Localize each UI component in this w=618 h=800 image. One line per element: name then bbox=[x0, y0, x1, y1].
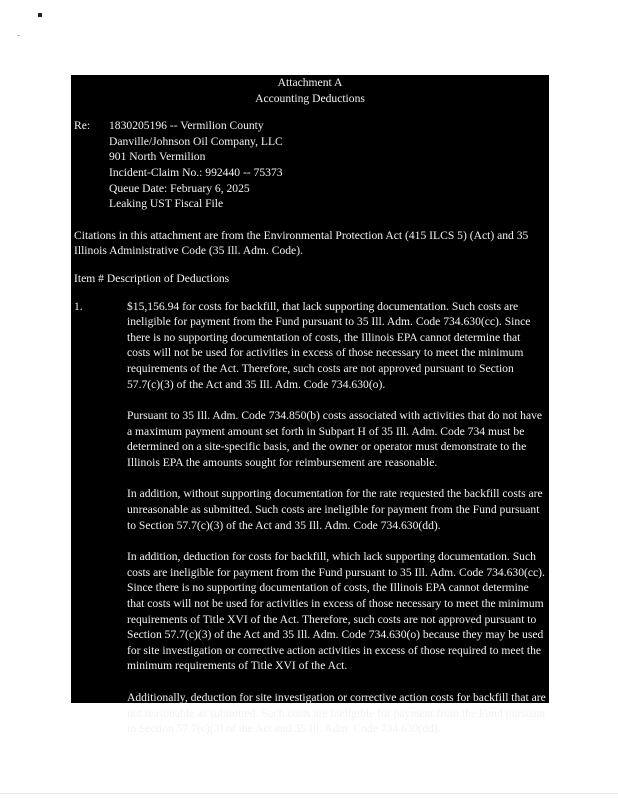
citation-paragraph: Citations in this attachment are from the Environmental Protection Act (415 ILCS 5) (Act) and 35 Illinois Administrative Code (35 Ill. Adm. Code). bbox=[74, 228, 529, 258]
re-line: Danville/Johnson Oil Company, LLC bbox=[109, 134, 283, 148]
document-page bbox=[71, 75, 549, 736]
re-block bbox=[74, 118, 546, 212]
item-paragraph: Additionally, deduction for site investigation or corrective action costs for backfill that are not reasonable as submitted. Such costs are ineligible for payment from the Fund pursuant to Section 57.7(c)(3) of the Act and 35 Ill. Adm. Code 734.630(dd). bbox=[127, 691, 546, 736]
re-lines bbox=[109, 118, 283, 212]
re-line: Queue Date: February 6, 2025 bbox=[109, 181, 250, 195]
item-number: 1. bbox=[74, 299, 83, 313]
items-heading: Item # Description of Deductions bbox=[74, 271, 230, 285]
attachment-title: Attachment A bbox=[277, 76, 343, 89]
deduction-item bbox=[74, 299, 546, 753]
item-paragraph: In addition, without supporting documentation for the rate requested the backfill costs are unreasonable as submitted. Such costs are ineligible for payment from the Fund pursuant to Section 57.7(c)(3) of the Act and 35 Ill. Adm. Code 734.630(dd). bbox=[127, 487, 543, 532]
re-line: 901 North Vermilion bbox=[109, 150, 206, 164]
item-paragraph: $15,156.94 for costs for backfill, that lack supporting documentation. Such costs are ineligible for payment from the Fund pursuant to 35 Ill. Adm. Code 734.630(cc). Since there is no supporting documentation of costs, the Illinois EPA cannot determine that costs will not be used for activities in excess of those necessary to meet the minimum requirements of the Act. Therefore, such costs are not approved pursuant to Section 57.7(c)(3) of the Act and 35 Ill. Adm. Code 734.630(o). bbox=[127, 299, 531, 391]
re-line: 1830205196 -- Vermilion County bbox=[109, 119, 264, 133]
item-paragraph: Pursuant to 35 Ill. Adm. Code 734.850(b) costs associated with activities that do not have a maximum payment amount set forth in Subpart H of 35 Ill. Adm. Code 734 must be determined on a site-specific basis, and the owner or operator must demonstrate to the Illinois EPA the amounts sought for reimbursement are reasonable. bbox=[127, 409, 543, 469]
re-label: Re: bbox=[74, 119, 91, 133]
page-edge-line bbox=[0, 793, 618, 794]
attachment-subtitle: Accounting Deductions bbox=[255, 91, 365, 105]
scan-speck bbox=[38, 13, 42, 17]
re-line: Incident-Claim No.: 992440 -- 75373 bbox=[109, 165, 283, 179]
item-paragraphs bbox=[127, 299, 546, 753]
scan-speck bbox=[17, 35, 20, 36]
item-paragraph: In addition, deduction for costs for backfill, which lack supporting documentation. Such costs are ineligible for payment from the Fund pursuant to 35 Ill. Adm. Code 734.630(cc). Since there is no supporting documentation of costs, the Illinois EPA cannot determine that costs will not be used for activities in excess of those necessary to meet the minimum requirements of Title XVI of the Act. Therefore, such costs are not approved pursuant to Section 57.7(c)(3) of the Act and 35 Ill. Adm. Code 734.630(o) because they may be used for site investigation or corrective action activities in excess of those required to meet the minimum requirements of Title XVI of the Act. bbox=[127, 550, 545, 673]
re-line: Leaking UST Fiscal File bbox=[109, 197, 224, 211]
